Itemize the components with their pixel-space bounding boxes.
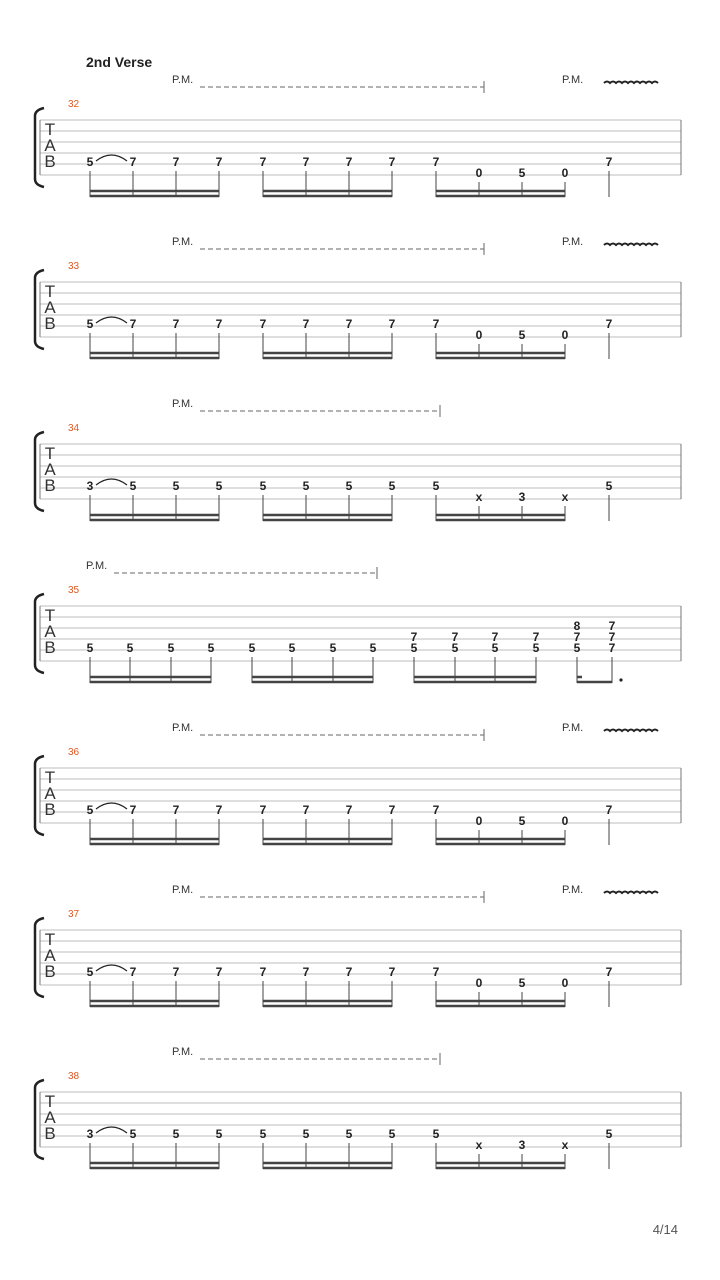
fret-number: 5 <box>491 641 499 655</box>
tab-clef-letter: T <box>44 1092 56 1111</box>
fret-number: 7 <box>172 803 180 817</box>
fret-number: 5 <box>302 479 310 493</box>
tie-slur <box>96 155 127 161</box>
tab-clef-letter: T <box>44 444 56 463</box>
fret-number: 7 <box>432 155 440 169</box>
fret-number: 0 <box>561 814 569 828</box>
fret-number: 5 <box>126 641 134 655</box>
fret-number: 0 <box>475 328 483 342</box>
fret-number: 5 <box>410 641 418 655</box>
tab-clef-letter: B <box>44 962 56 981</box>
section-title: 2nd Verse <box>86 54 153 70</box>
tab-system <box>35 560 681 683</box>
tab-clef-letter: T <box>44 120 56 139</box>
fret-number: 7 <box>172 155 180 169</box>
fret-number: 7 <box>129 317 137 331</box>
fret-number: 7 <box>388 803 396 817</box>
page-number: 4/14 <box>652 1222 678 1237</box>
dotted-note <box>619 678 622 681</box>
fret-number: 7 <box>259 803 267 817</box>
fret-number: 7 <box>388 317 396 331</box>
fret-number: 3 <box>518 1138 526 1152</box>
fret-number: 5 <box>172 479 180 493</box>
palm-mute-label: P.M. <box>562 74 584 86</box>
vibrato-wavy-line <box>604 244 658 246</box>
fret-number: 5 <box>86 803 94 817</box>
fret-number: 5 <box>172 1127 180 1141</box>
fret-number: 5 <box>532 641 540 655</box>
vibrato-wavy-line <box>604 730 658 732</box>
dead-note: x <box>561 1138 569 1152</box>
tab-clef-letter: A <box>44 622 56 641</box>
tab-clef-letter: T <box>44 606 56 625</box>
fret-number: 5 <box>345 479 353 493</box>
fret-number: 3 <box>518 490 526 504</box>
palm-mute-label: P.M. <box>562 884 584 896</box>
measure-number: 37 <box>68 909 80 920</box>
fret-number: 0 <box>475 976 483 990</box>
tie-slur <box>96 965 127 971</box>
tab-system <box>35 236 681 359</box>
fret-number: 5 <box>605 479 613 493</box>
fret-number: 7 <box>432 965 440 979</box>
fret-number: 7 <box>215 965 223 979</box>
fret-number: 3 <box>86 1127 94 1141</box>
palm-mute-label: P.M. <box>562 236 584 248</box>
fret-number: 7 <box>532 630 540 644</box>
fret-number: 5 <box>518 976 526 990</box>
tab-system <box>35 884 681 1007</box>
fret-number: 7 <box>608 641 616 655</box>
fret-number: 0 <box>561 166 569 180</box>
palm-mute-label: P.M. <box>86 560 108 572</box>
fret-number: 7 <box>573 630 581 644</box>
measure-number: 34 <box>68 423 80 434</box>
tab-clef-letter: A <box>44 1108 56 1127</box>
fret-number: 7 <box>605 317 613 331</box>
fret-number: 5 <box>388 479 396 493</box>
tie-slur <box>96 317 127 323</box>
fret-number: 7 <box>129 155 137 169</box>
tab-clef-letter: B <box>44 152 56 171</box>
measure-number: 33 <box>68 261 80 272</box>
fret-number: 5 <box>207 641 215 655</box>
fret-number: 5 <box>518 166 526 180</box>
fret-number: 5 <box>329 641 337 655</box>
tab-system <box>35 1046 681 1169</box>
fret-number: 3 <box>86 479 94 493</box>
fret-number: 5 <box>432 1127 440 1141</box>
fret-number: 7 <box>215 803 223 817</box>
fret-number: 7 <box>432 803 440 817</box>
vibrato-wavy-line <box>604 892 658 894</box>
tab-clef-letter: A <box>44 298 56 317</box>
tab-clef-letter: B <box>44 476 56 495</box>
fret-number: 0 <box>475 814 483 828</box>
fret-number: 5 <box>388 1127 396 1141</box>
fret-number: 7 <box>345 803 353 817</box>
fret-number: 0 <box>561 328 569 342</box>
fret-number: 5 <box>248 641 256 655</box>
fret-number: 5 <box>129 1127 137 1141</box>
tab-clef-letter: B <box>44 314 56 333</box>
tab-clef-letter: T <box>44 282 56 301</box>
fret-number: 5 <box>518 328 526 342</box>
fret-number: 7 <box>410 630 418 644</box>
fret-number: 5 <box>302 1127 310 1141</box>
palm-mute-label: P.M. <box>562 722 584 734</box>
tie-slur <box>96 803 127 809</box>
fret-number: 5 <box>345 1127 353 1141</box>
fret-number: 5 <box>86 641 94 655</box>
fret-number: 7 <box>259 965 267 979</box>
fret-number: 0 <box>561 976 569 990</box>
fret-number: 5 <box>573 641 581 655</box>
fret-number: 7 <box>388 965 396 979</box>
fret-number: 7 <box>302 155 310 169</box>
palm-mute-label: P.M. <box>172 884 194 896</box>
fret-number: 7 <box>605 965 613 979</box>
fret-number: 7 <box>129 965 137 979</box>
fret-number: 5 <box>215 1127 223 1141</box>
fret-number: 7 <box>302 317 310 331</box>
fret-number: 8 <box>573 619 581 633</box>
dead-note: x <box>475 1138 483 1152</box>
tab-clef-letter: A <box>44 784 56 803</box>
palm-mute-label: P.M. <box>172 236 194 248</box>
fret-number: 7 <box>302 965 310 979</box>
tie-slur <box>96 479 127 485</box>
tab-clef-letter: B <box>44 800 56 819</box>
tab-system <box>35 398 681 521</box>
fret-number: 7 <box>215 317 223 331</box>
fret-number: 0 <box>475 166 483 180</box>
tab-clef-letter: T <box>44 930 56 949</box>
fret-number: 5 <box>605 1127 613 1141</box>
fret-number: 5 <box>451 641 459 655</box>
tab-clef-letter: A <box>44 136 56 155</box>
fret-number: 5 <box>129 479 137 493</box>
dead-note: x <box>475 490 483 504</box>
fret-number: 5 <box>432 479 440 493</box>
measure-number: 36 <box>68 747 80 758</box>
fret-number: 5 <box>259 479 267 493</box>
fret-number: 5 <box>86 155 94 169</box>
fret-number: 7 <box>605 803 613 817</box>
fret-number: 7 <box>432 317 440 331</box>
tab-system <box>35 722 681 845</box>
fret-number: 7 <box>605 155 613 169</box>
fret-number: 7 <box>215 155 223 169</box>
fret-number: 7 <box>345 965 353 979</box>
palm-mute-label: P.M. <box>172 74 194 86</box>
fret-number: 7 <box>451 630 459 644</box>
fret-number: 7 <box>302 803 310 817</box>
fret-number: 5 <box>167 641 175 655</box>
measure-number: 35 <box>68 585 80 596</box>
fret-number: 5 <box>86 965 94 979</box>
fret-number: 7 <box>259 317 267 331</box>
tab-clef-letter: A <box>44 946 56 965</box>
tab-clef-letter: B <box>44 1124 56 1143</box>
fret-number: 7 <box>345 155 353 169</box>
vibrato-wavy-line <box>604 82 658 84</box>
dead-note: x <box>561 490 569 504</box>
palm-mute-label: P.M. <box>172 398 194 410</box>
fret-number: 5 <box>288 641 296 655</box>
tab-clef-letter: T <box>44 768 56 787</box>
fret-number: 5 <box>215 479 223 493</box>
palm-mute-label: P.M. <box>172 1046 194 1058</box>
fret-number: 5 <box>259 1127 267 1141</box>
measure-number: 38 <box>68 1071 80 1082</box>
tab-system <box>35 74 681 197</box>
fret-number: 5 <box>369 641 377 655</box>
tab-clef-letter: B <box>44 638 56 657</box>
measure-number: 32 <box>68 99 80 110</box>
fret-number: 7 <box>172 965 180 979</box>
fret-number: 7 <box>259 155 267 169</box>
fret-number: 7 <box>608 630 616 644</box>
fret-number: 5 <box>86 317 94 331</box>
palm-mute-label: P.M. <box>172 722 194 734</box>
fret-number: 7 <box>172 317 180 331</box>
fret-number: 7 <box>345 317 353 331</box>
fret-number: 7 <box>388 155 396 169</box>
fret-number: 7 <box>491 630 499 644</box>
fret-number: 7 <box>608 619 616 633</box>
fret-number: 7 <box>129 803 137 817</box>
fret-number: 5 <box>518 814 526 828</box>
tab-clef-letter: A <box>44 460 56 479</box>
tie-slur <box>96 1127 127 1133</box>
